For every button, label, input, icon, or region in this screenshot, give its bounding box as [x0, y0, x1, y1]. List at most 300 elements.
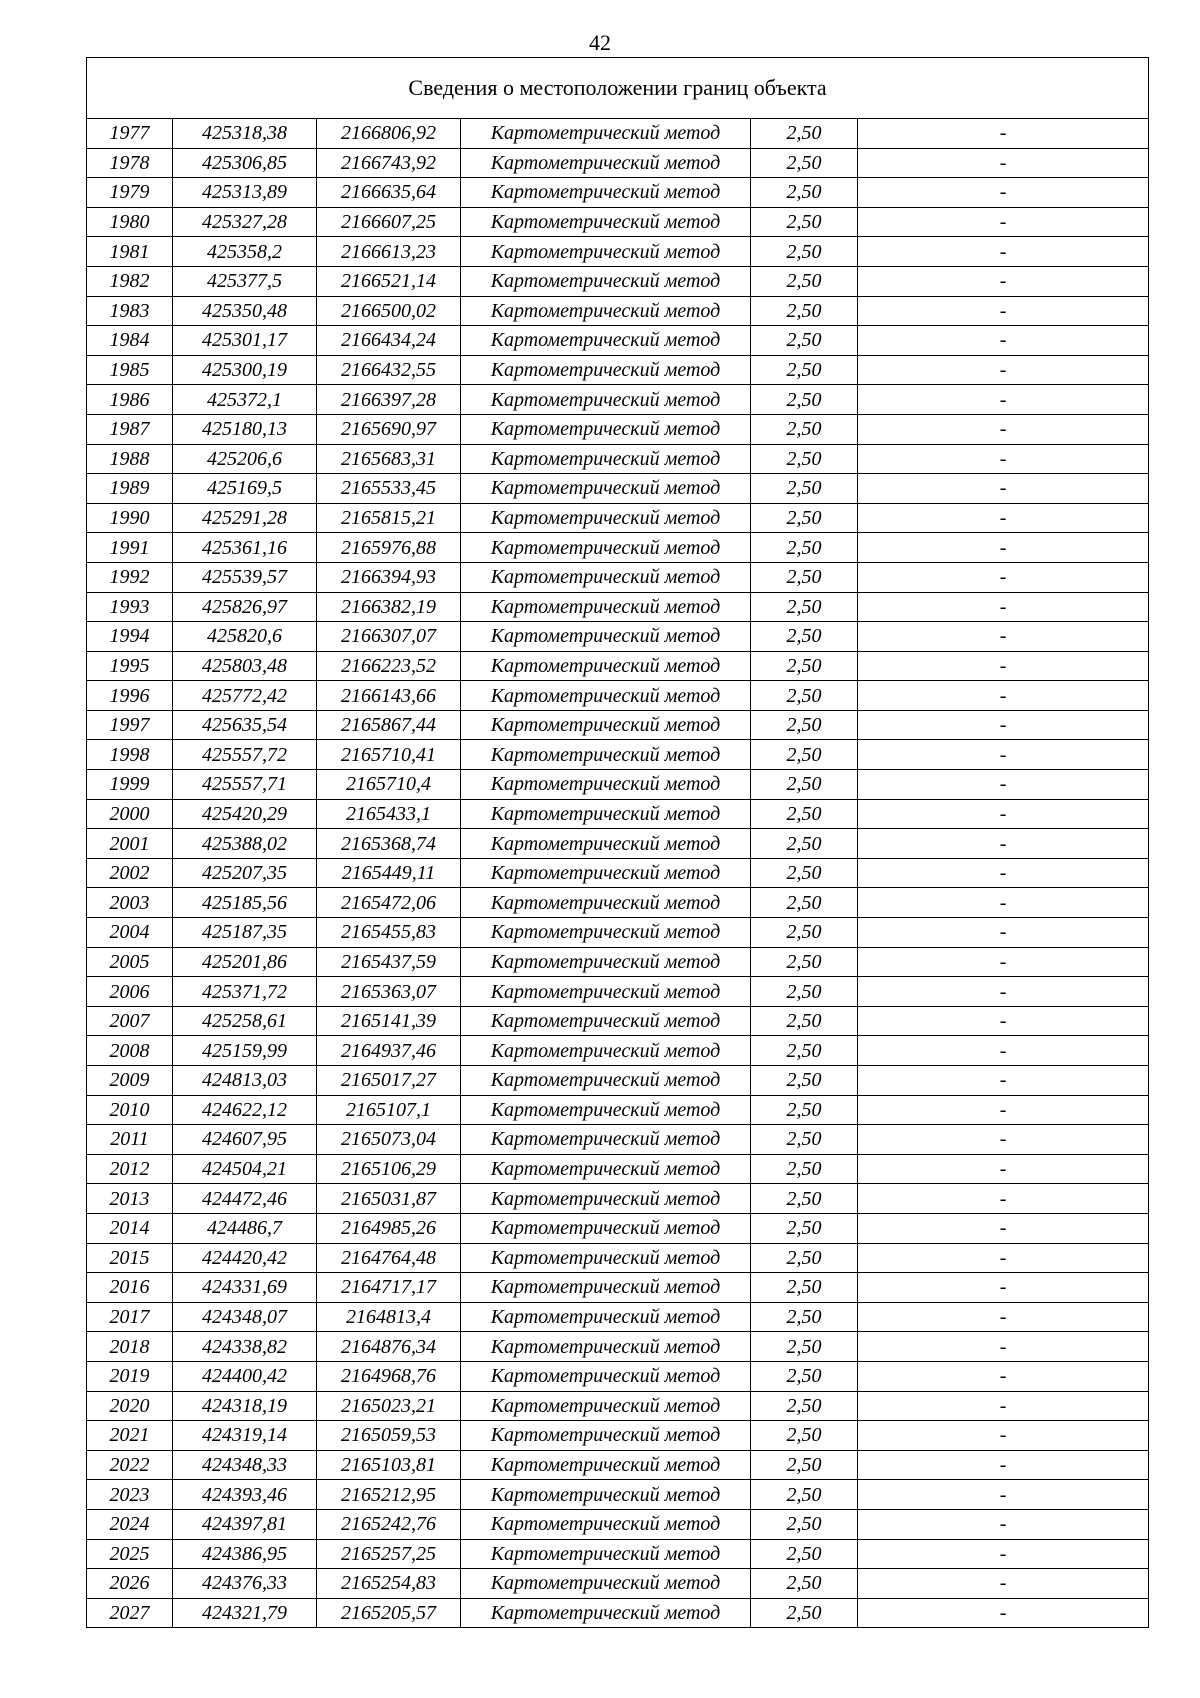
description-cell: - [858, 1361, 1149, 1391]
point-number-cell: 1997 [87, 710, 173, 740]
method-cell: Картометрический метод [461, 799, 751, 829]
y-coordinate-cell: 2165254,83 [317, 1569, 461, 1599]
description-cell: - [858, 1509, 1149, 1539]
y-coordinate-cell: 2166397,28 [317, 385, 461, 415]
table-row [87, 1302, 1149, 1332]
point-number-cell: 1994 [87, 622, 173, 652]
method-cell: Картометрический метод [461, 1213, 751, 1243]
x-coordinate-cell: 425187,35 [173, 918, 317, 948]
description-cell: - [858, 888, 1149, 918]
x-coordinate-cell: 425803,48 [173, 651, 317, 681]
point-number-cell: 2003 [87, 888, 173, 918]
y-coordinate-cell: 2166500,02 [317, 296, 461, 326]
accuracy-cell: 2,50 [751, 266, 858, 296]
y-coordinate-cell: 2165141,39 [317, 1006, 461, 1036]
method-cell: Картометрический метод [461, 385, 751, 415]
accuracy-cell: 2,50 [751, 237, 858, 267]
y-coordinate-cell: 2165073,04 [317, 1125, 461, 1155]
x-coordinate-cell: 425291,28 [173, 503, 317, 533]
y-coordinate-cell: 2166434,24 [317, 326, 461, 356]
x-coordinate-cell: 425327,28 [173, 207, 317, 237]
method-cell: Картометрический метод [461, 1066, 751, 1096]
method-cell: Картометрический метод [461, 1391, 751, 1421]
y-coordinate-cell: 2166143,66 [317, 681, 461, 711]
accuracy-cell: 2,50 [751, 770, 858, 800]
table-body [87, 58, 1149, 1628]
table-row [87, 237, 1149, 267]
table-row [87, 474, 1149, 504]
table-row [87, 1598, 1149, 1628]
method-cell: Картометрический метод [461, 592, 751, 622]
point-number-cell: 1985 [87, 355, 173, 385]
accuracy-cell: 2,50 [751, 651, 858, 681]
method-cell: Картометрический метод [461, 207, 751, 237]
y-coordinate-cell: 2165017,27 [317, 1066, 461, 1096]
point-number-cell: 2010 [87, 1095, 173, 1125]
point-number-cell: 1991 [87, 533, 173, 563]
accuracy-cell: 2,50 [751, 710, 858, 740]
x-coordinate-cell: 425377,5 [173, 266, 317, 296]
y-coordinate-cell: 2165533,45 [317, 474, 461, 504]
x-coordinate-cell: 424319,14 [173, 1421, 317, 1451]
point-number-cell: 1992 [87, 562, 173, 592]
y-coordinate-cell: 2166743,92 [317, 148, 461, 178]
table-row [87, 1361, 1149, 1391]
description-cell: - [858, 533, 1149, 563]
x-coordinate-cell: 425306,85 [173, 148, 317, 178]
description-cell: - [858, 1066, 1149, 1096]
description-cell: - [858, 119, 1149, 149]
y-coordinate-cell: 2165031,87 [317, 1184, 461, 1214]
method-cell: Картометрический метод [461, 533, 751, 563]
point-number-cell: 2006 [87, 977, 173, 1007]
accuracy-cell: 2,50 [751, 947, 858, 977]
accuracy-cell: 2,50 [751, 888, 858, 918]
method-cell: Картометрический метод [461, 503, 751, 533]
point-number-cell: 2017 [87, 1302, 173, 1332]
point-number-cell: 2016 [87, 1273, 173, 1303]
description-cell: - [858, 385, 1149, 415]
accuracy-cell: 2,50 [751, 1569, 858, 1599]
table-row [87, 977, 1149, 1007]
y-coordinate-cell: 2166613,23 [317, 237, 461, 267]
x-coordinate-cell: 424420,42 [173, 1243, 317, 1273]
table-row [87, 326, 1149, 356]
description-cell: - [858, 1213, 1149, 1243]
table-row [87, 592, 1149, 622]
y-coordinate-cell: 2165455,83 [317, 918, 461, 948]
x-coordinate-cell: 425371,72 [173, 977, 317, 1007]
method-cell: Картометрический метод [461, 829, 751, 859]
x-coordinate-cell: 425180,13 [173, 414, 317, 444]
method-cell: Картометрический метод [461, 947, 751, 977]
x-coordinate-cell: 424331,69 [173, 1273, 317, 1303]
table-row [87, 178, 1149, 208]
method-cell: Картометрический метод [461, 651, 751, 681]
method-cell: Картометрический метод [461, 888, 751, 918]
description-cell: - [858, 296, 1149, 326]
boundary-coordinates-table [86, 57, 1149, 1628]
table-row [87, 1421, 1149, 1451]
x-coordinate-cell: 425185,56 [173, 888, 317, 918]
point-number-cell: 2018 [87, 1332, 173, 1362]
point-number-cell: 2004 [87, 918, 173, 948]
x-coordinate-cell: 425539,57 [173, 562, 317, 592]
description-cell: - [858, 474, 1149, 504]
accuracy-cell: 2,50 [751, 562, 858, 592]
x-coordinate-cell: 424486,7 [173, 1213, 317, 1243]
x-coordinate-cell: 424321,79 [173, 1598, 317, 1628]
description-cell: - [858, 740, 1149, 770]
table-row [87, 1391, 1149, 1421]
table-row [87, 622, 1149, 652]
point-number-cell: 2023 [87, 1480, 173, 1510]
y-coordinate-cell: 2166521,14 [317, 266, 461, 296]
description-cell: - [858, 1598, 1149, 1628]
method-cell: Картометрический метод [461, 355, 751, 385]
point-number-cell: 1988 [87, 444, 173, 474]
point-number-cell: 1989 [87, 474, 173, 504]
description-cell: - [858, 1450, 1149, 1480]
description-cell: - [858, 1036, 1149, 1066]
method-cell: Картометрический метод [461, 710, 751, 740]
point-number-cell: 2026 [87, 1569, 173, 1599]
description-cell: - [858, 651, 1149, 681]
point-number-cell: 2024 [87, 1509, 173, 1539]
x-coordinate-cell: 425169,5 [173, 474, 317, 504]
method-cell: Картометрический метод [461, 622, 751, 652]
accuracy-cell: 2,50 [751, 1006, 858, 1036]
y-coordinate-cell: 2165710,4 [317, 770, 461, 800]
table-row [87, 1569, 1149, 1599]
table-row [87, 1450, 1149, 1480]
x-coordinate-cell: 425372,1 [173, 385, 317, 415]
table-row [87, 148, 1149, 178]
y-coordinate-cell: 2165683,31 [317, 444, 461, 474]
point-number-cell: 2002 [87, 858, 173, 888]
method-cell: Картометрический метод [461, 770, 751, 800]
description-cell: - [858, 355, 1149, 385]
point-number-cell: 2001 [87, 829, 173, 859]
method-cell: Картометрический метод [461, 1598, 751, 1628]
description-cell: - [858, 770, 1149, 800]
description-cell: - [858, 1569, 1149, 1599]
y-coordinate-cell: 2164813,4 [317, 1302, 461, 1332]
table-row [87, 1273, 1149, 1303]
x-coordinate-cell: 424338,82 [173, 1332, 317, 1362]
y-coordinate-cell: 2165257,25 [317, 1539, 461, 1569]
table-row [87, 858, 1149, 888]
y-coordinate-cell: 2166607,25 [317, 207, 461, 237]
description-cell: - [858, 1391, 1149, 1421]
table-row [87, 1125, 1149, 1155]
table-row [87, 1095, 1149, 1125]
table-row [87, 1036, 1149, 1066]
description-cell: - [858, 1006, 1149, 1036]
table-row [87, 651, 1149, 681]
point-number-cell: 2013 [87, 1184, 173, 1214]
x-coordinate-cell: 424813,03 [173, 1066, 317, 1096]
accuracy-cell: 2,50 [751, 1184, 858, 1214]
table-title-row [87, 58, 1149, 119]
method-cell: Картометрический метод [461, 1154, 751, 1184]
point-number-cell: 1979 [87, 178, 173, 208]
point-number-cell: 1978 [87, 148, 173, 178]
accuracy-cell: 2,50 [751, 385, 858, 415]
accuracy-cell: 2,50 [751, 355, 858, 385]
method-cell: Картометрический метод [461, 178, 751, 208]
accuracy-cell: 2,50 [751, 207, 858, 237]
accuracy-cell: 2,50 [751, 474, 858, 504]
table-row [87, 1154, 1149, 1184]
y-coordinate-cell: 2165106,29 [317, 1154, 461, 1184]
description-cell: - [858, 326, 1149, 356]
description-cell: - [858, 1273, 1149, 1303]
method-cell: Картометрический метод [461, 1036, 751, 1066]
point-number-cell: 2012 [87, 1154, 173, 1184]
y-coordinate-cell: 2166394,93 [317, 562, 461, 592]
x-coordinate-cell: 425301,17 [173, 326, 317, 356]
accuracy-cell: 2,50 [751, 296, 858, 326]
description-cell: - [858, 444, 1149, 474]
point-number-cell: 1993 [87, 592, 173, 622]
accuracy-cell: 2,50 [751, 178, 858, 208]
table-row [87, 1213, 1149, 1243]
description-cell: - [858, 148, 1149, 178]
x-coordinate-cell: 425557,71 [173, 770, 317, 800]
x-coordinate-cell: 425820,6 [173, 622, 317, 652]
point-number-cell: 1983 [87, 296, 173, 326]
table-row [87, 119, 1149, 149]
accuracy-cell: 2,50 [751, 1036, 858, 1066]
y-coordinate-cell: 2165815,21 [317, 503, 461, 533]
accuracy-cell: 2,50 [751, 119, 858, 149]
y-coordinate-cell: 2165059,53 [317, 1421, 461, 1451]
description-cell: - [858, 710, 1149, 740]
description-cell: - [858, 1243, 1149, 1273]
method-cell: Картометрический метод [461, 148, 751, 178]
x-coordinate-cell: 424348,33 [173, 1450, 317, 1480]
table-row [87, 1184, 1149, 1214]
accuracy-cell: 2,50 [751, 1598, 858, 1628]
accuracy-cell: 2,50 [751, 1066, 858, 1096]
table-row [87, 947, 1149, 977]
description-cell: - [858, 947, 1149, 977]
table-row [87, 918, 1149, 948]
x-coordinate-cell: 425201,86 [173, 947, 317, 977]
y-coordinate-cell: 2165449,11 [317, 858, 461, 888]
accuracy-cell: 2,50 [751, 533, 858, 563]
x-coordinate-cell: 425358,2 [173, 237, 317, 267]
point-number-cell: 2008 [87, 1036, 173, 1066]
accuracy-cell: 2,50 [751, 977, 858, 1007]
method-cell: Картометрический метод [461, 266, 751, 296]
x-coordinate-cell: 425388,02 [173, 829, 317, 859]
accuracy-cell: 2,50 [751, 1213, 858, 1243]
y-coordinate-cell: 2165690,97 [317, 414, 461, 444]
method-cell: Картометрический метод [461, 1006, 751, 1036]
point-number-cell: 2019 [87, 1361, 173, 1391]
description-cell: - [858, 1480, 1149, 1510]
description-cell: - [858, 1184, 1149, 1214]
y-coordinate-cell: 2165368,74 [317, 829, 461, 859]
description-cell: - [858, 414, 1149, 444]
point-number-cell: 1996 [87, 681, 173, 711]
table-row [87, 710, 1149, 740]
method-cell: Картометрический метод [461, 858, 751, 888]
table-row [87, 681, 1149, 711]
description-cell: - [858, 1539, 1149, 1569]
table-row [87, 355, 1149, 385]
description-cell: - [858, 858, 1149, 888]
y-coordinate-cell: 2165212,95 [317, 1480, 461, 1510]
table-row [87, 888, 1149, 918]
point-number-cell: 1986 [87, 385, 173, 415]
point-number-cell: 1977 [87, 119, 173, 149]
method-cell: Картометрический метод [461, 414, 751, 444]
y-coordinate-cell: 2166223,52 [317, 651, 461, 681]
table-row [87, 1243, 1149, 1273]
x-coordinate-cell: 425300,19 [173, 355, 317, 385]
point-number-cell: 1981 [87, 237, 173, 267]
table-row [87, 503, 1149, 533]
method-cell: Картометрический метод [461, 977, 751, 1007]
x-coordinate-cell: 424472,46 [173, 1184, 317, 1214]
table-row [87, 562, 1149, 592]
page-number: 42 [589, 30, 611, 55]
accuracy-cell: 2,50 [751, 1125, 858, 1155]
x-coordinate-cell: 424386,95 [173, 1539, 317, 1569]
y-coordinate-cell: 2164937,46 [317, 1036, 461, 1066]
description-cell: - [858, 503, 1149, 533]
y-coordinate-cell: 2165976,88 [317, 533, 461, 563]
accuracy-cell: 2,50 [751, 1480, 858, 1510]
x-coordinate-cell: 425318,38 [173, 119, 317, 149]
method-cell: Картометрический метод [461, 1095, 751, 1125]
y-coordinate-cell: 2165103,81 [317, 1450, 461, 1480]
x-coordinate-cell: 424376,33 [173, 1569, 317, 1599]
x-coordinate-cell: 425313,89 [173, 178, 317, 208]
description-cell: - [858, 178, 1149, 208]
accuracy-cell: 2,50 [751, 326, 858, 356]
point-number-cell: 2009 [87, 1066, 173, 1096]
y-coordinate-cell: 2165107,1 [317, 1095, 461, 1125]
description-cell: - [858, 207, 1149, 237]
y-coordinate-cell: 2166307,07 [317, 622, 461, 652]
point-number-cell: 2011 [87, 1125, 173, 1155]
description-cell: - [858, 622, 1149, 652]
x-coordinate-cell: 424318,19 [173, 1391, 317, 1421]
accuracy-cell: 2,50 [751, 1154, 858, 1184]
accuracy-cell: 2,50 [751, 1450, 858, 1480]
point-number-cell: 1984 [87, 326, 173, 356]
method-cell: Картометрический метод [461, 1539, 751, 1569]
point-number-cell: 1990 [87, 503, 173, 533]
table-row [87, 444, 1149, 474]
accuracy-cell: 2,50 [751, 1095, 858, 1125]
y-coordinate-cell: 2164717,17 [317, 1273, 461, 1303]
table-title: Сведения о местоположении границ объекта [87, 58, 1149, 119]
table-row [87, 1480, 1149, 1510]
table-row [87, 296, 1149, 326]
y-coordinate-cell: 2166635,64 [317, 178, 461, 208]
x-coordinate-cell: 425361,16 [173, 533, 317, 563]
table-row [87, 829, 1149, 859]
x-coordinate-cell: 424504,21 [173, 1154, 317, 1184]
description-cell: - [858, 1125, 1149, 1155]
description-cell: - [858, 1302, 1149, 1332]
y-coordinate-cell: 2165023,21 [317, 1391, 461, 1421]
description-cell: - [858, 1154, 1149, 1184]
accuracy-cell: 2,50 [751, 829, 858, 859]
y-coordinate-cell: 2165242,76 [317, 1509, 461, 1539]
accuracy-cell: 2,50 [751, 918, 858, 948]
description-cell: - [858, 799, 1149, 829]
x-coordinate-cell: 424348,07 [173, 1302, 317, 1332]
description-cell: - [858, 681, 1149, 711]
accuracy-cell: 2,50 [751, 444, 858, 474]
accuracy-cell: 2,50 [751, 503, 858, 533]
table-row [87, 1006, 1149, 1036]
method-cell: Картометрический метод [461, 562, 751, 592]
x-coordinate-cell: 425206,6 [173, 444, 317, 474]
y-coordinate-cell: 2164985,26 [317, 1213, 461, 1243]
y-coordinate-cell: 2166432,55 [317, 355, 461, 385]
point-number-cell: 2014 [87, 1213, 173, 1243]
method-cell: Картометрический метод [461, 1273, 751, 1303]
method-cell: Картометрический метод [461, 1480, 751, 1510]
point-number-cell: 1998 [87, 740, 173, 770]
point-number-cell: 2007 [87, 1006, 173, 1036]
description-cell: - [858, 1095, 1149, 1125]
method-cell: Картометрический метод [461, 444, 751, 474]
point-number-cell: 2022 [87, 1450, 173, 1480]
description-cell: - [858, 562, 1149, 592]
y-coordinate-cell: 2164764,48 [317, 1243, 461, 1273]
method-cell: Картометрический метод [461, 1302, 751, 1332]
x-coordinate-cell: 424622,12 [173, 1095, 317, 1125]
method-cell: Картометрический метод [461, 1125, 751, 1155]
point-number-cell: 2000 [87, 799, 173, 829]
y-coordinate-cell: 2165867,44 [317, 710, 461, 740]
point-number-cell: 2005 [87, 947, 173, 977]
accuracy-cell: 2,50 [751, 1243, 858, 1273]
method-cell: Картометрический метод [461, 1569, 751, 1599]
point-number-cell: 1980 [87, 207, 173, 237]
y-coordinate-cell: 2165437,59 [317, 947, 461, 977]
table-row [87, 207, 1149, 237]
table-row [87, 414, 1149, 444]
accuracy-cell: 2,50 [751, 1332, 858, 1362]
y-coordinate-cell: 2165205,57 [317, 1598, 461, 1628]
method-cell: Картометрический метод [461, 1361, 751, 1391]
description-cell: - [858, 918, 1149, 948]
x-coordinate-cell: 424400,42 [173, 1361, 317, 1391]
y-coordinate-cell: 2165363,07 [317, 977, 461, 1007]
method-cell: Картометрический метод [461, 1509, 751, 1539]
description-cell: - [858, 266, 1149, 296]
description-cell: - [858, 1421, 1149, 1451]
method-cell: Картометрический метод [461, 474, 751, 504]
table-row [87, 799, 1149, 829]
y-coordinate-cell: 2164968,76 [317, 1361, 461, 1391]
x-coordinate-cell: 425207,35 [173, 858, 317, 888]
table-row [87, 740, 1149, 770]
point-number-cell: 2025 [87, 1539, 173, 1569]
table-row [87, 533, 1149, 563]
table-row [87, 1332, 1149, 1362]
y-coordinate-cell: 2166382,19 [317, 592, 461, 622]
